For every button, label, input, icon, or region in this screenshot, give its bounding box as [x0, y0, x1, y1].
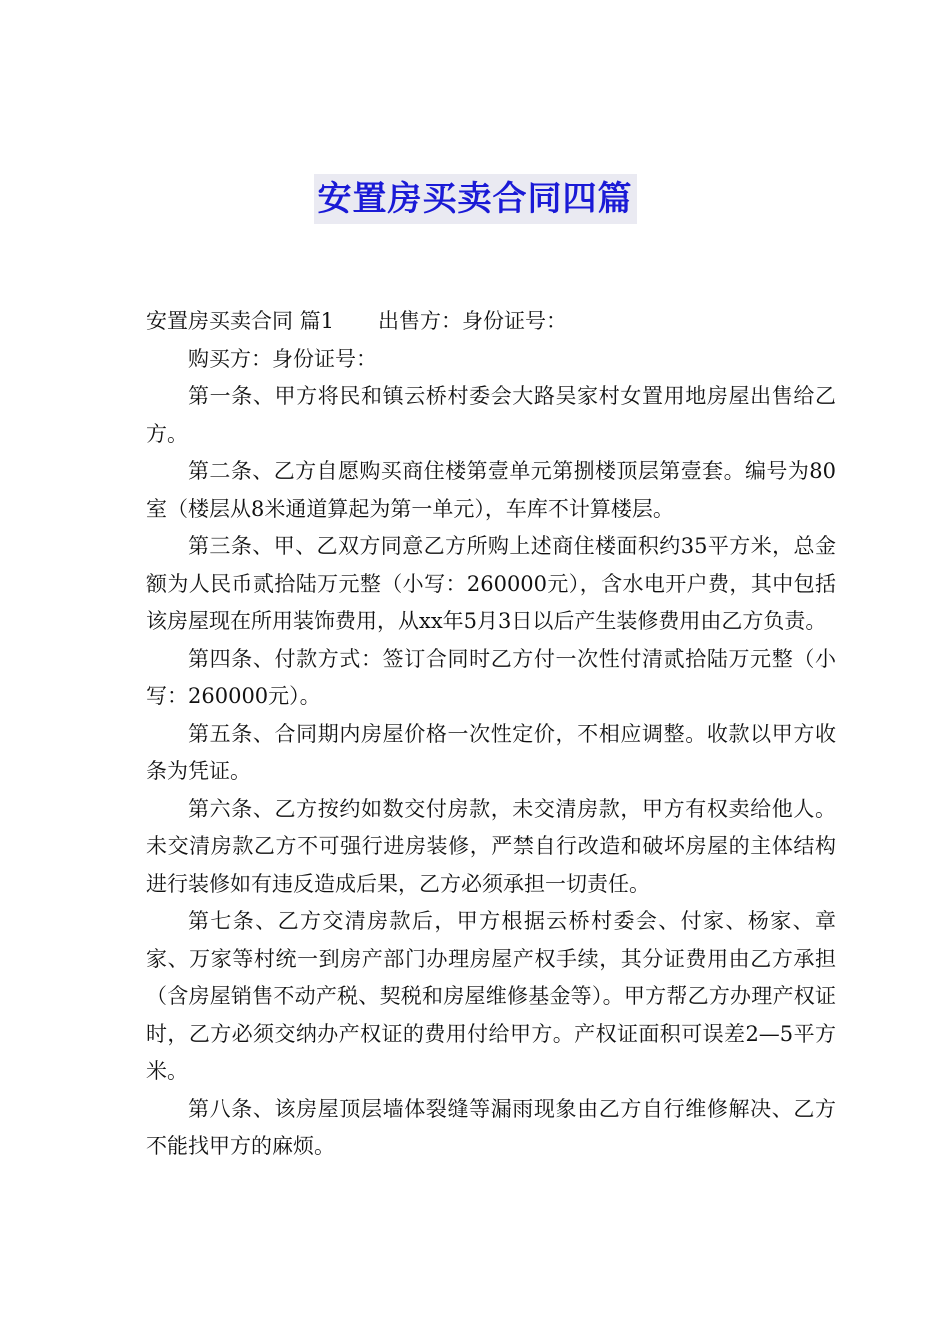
paragraph-article-6: 第六条、乙方按约如数交付房款，未交清房款，甲方有权卖给他人。未交清房款乙方不可强行进房装修，严禁自行改造和破坏房屋的主体结构进行装修如有违反造成后果，乙方必须承担一切责任。	[146, 796, 836, 896]
heading-line	[146, 303, 836, 341]
contract-body	[146, 303, 836, 1166]
seller-line: 出售方：身份证号：	[378, 309, 568, 333]
document-title: 安置房买卖合同四篇	[314, 174, 637, 224]
paragraph-article-7: 第七条、乙方交清房款后，甲方根据云桥村委会、付家、杨家、章家、万家等村统一到房产部门办理房屋产权手续，其分证费用由乙方承担（含房屋销售不动产税、契税和房屋维修基金等）。甲方帮乙方办理产权证时，乙方必须交纳办产权证的费用付给甲方。产权证面积可误差2—5平方米。	[146, 909, 836, 1083]
paragraph-article-8: 第八条、该房屋顶层墙体裂缝等漏雨现象由乙方自行维修解决、乙方不能找甲方的麻烦。	[146, 1096, 836, 1158]
paragraph-article-1: 第一条、甲方将民和镇云桥村委会大路吴家村女置用地房屋出售给乙方。	[146, 384, 836, 446]
title-container	[0, 174, 950, 224]
paragraph-buyer: 购买方：身份证号：	[188, 346, 377, 371]
paragraph-article-2: 第二条、乙方自愿购买商住楼第壹单元第捌楼顶层第壹套。编号为80室（楼层从8米通道算起为第一单元），车库不计算楼层。	[146, 459, 836, 521]
section-heading: 安置房买卖合同 篇1	[146, 309, 335, 333]
paragraph-article-3: 第三条、甲、乙双方同意乙方所购上述商住楼面积约35平方米，总金额为人民币贰拾陆万元整（小写：260000元），含水电开户费，其中包括该房屋现在所用装饰费用，从xx年5月3日以后产生装修费用由乙方负责。	[146, 534, 836, 633]
paragraph-article-4: 第四条、付款方式：签订合同时乙方付一次性付清贰拾陆万元整（小写：260000元）。	[146, 646, 836, 708]
paragraph-article-5: 第五条、合同期内房屋价格一次性定价，不相应调整。收款以甲方收条为凭证。	[146, 721, 836, 783]
